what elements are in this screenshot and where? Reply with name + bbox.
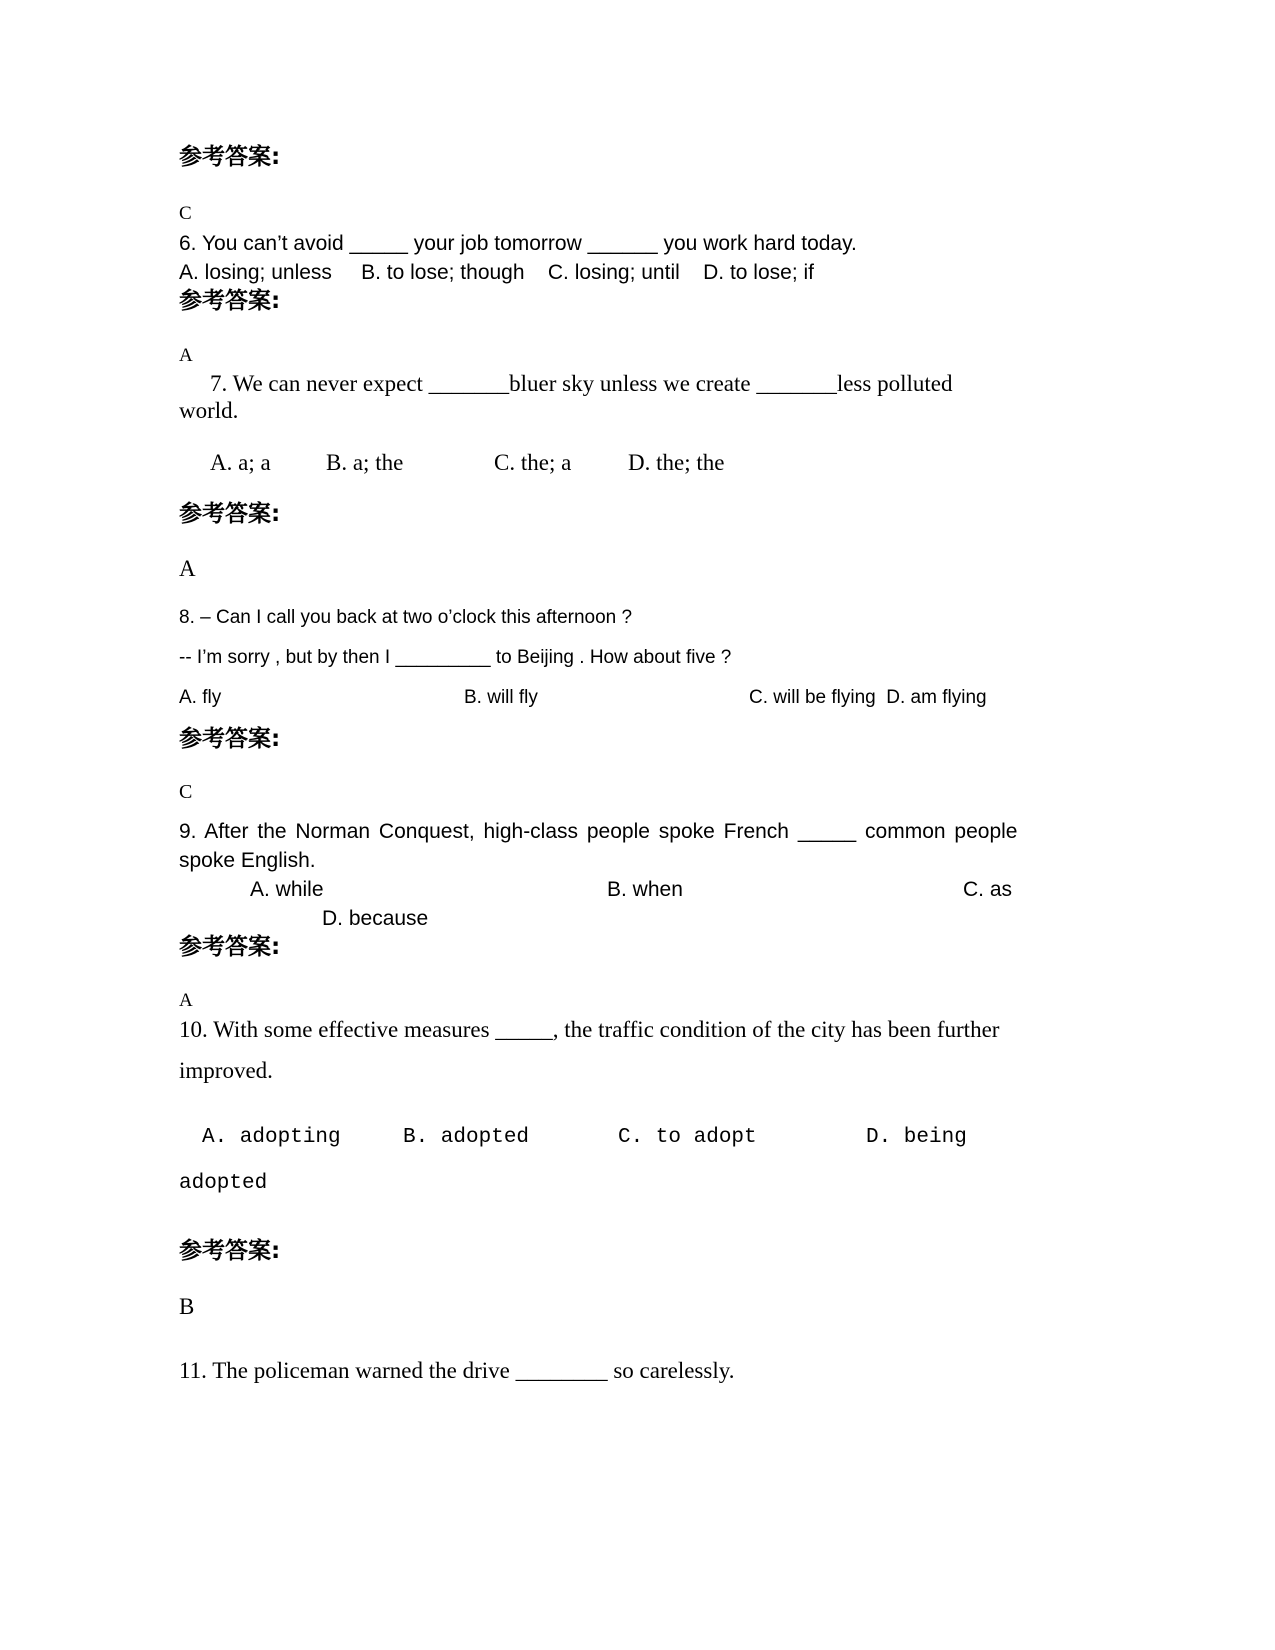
question-8-line-1: 8. – Can I call you back at two o’clock this afternoon ? <box>179 607 633 628</box>
answer-value: A <box>179 345 193 366</box>
answer-label: 参考答案: <box>179 726 281 752</box>
question-10-option: D. being <box>866 1126 967 1149</box>
question-10-option-cont: adopted <box>179 1172 268 1195</box>
question-8-line-2: -- I’m sorry , but by then I _________ to Beijing . How about five ? <box>179 647 732 668</box>
question-8-option: B. will fly <box>464 687 538 708</box>
answer-label: 参考答案: <box>179 501 281 527</box>
question-10-option: B. adopted <box>403 1126 530 1149</box>
question-6-stem: 6. You can’t avoid _____ your job tomorrow ______ you work hard today. <box>179 232 857 255</box>
question-10-stem-cont: improved. <box>179 1058 273 1083</box>
answer-value: A <box>179 556 196 581</box>
question-7-stem-cont: world. <box>179 398 239 423</box>
answer-value: A <box>179 990 193 1011</box>
answer-label: 参考答案: <box>179 934 281 960</box>
question-7-option: B. a; the <box>326 450 404 475</box>
question-9-option: C. as <box>963 878 1013 901</box>
question-9-option: D. because <box>322 907 429 930</box>
question-9-stem: 9. After the Norman Conquest, high-class people spoke French _____ common people <box>179 820 1018 843</box>
question-9-stem-cont: spoke English. <box>179 849 316 872</box>
question-8-option: C. will be flying D. am flying <box>749 687 987 708</box>
question-11-stem: 11. The policeman warned the drive ________ so carelessly. <box>179 1358 735 1383</box>
question-7-option: D. the; the <box>628 450 725 475</box>
answer-label: 参考答案: <box>179 288 281 314</box>
question-9-option: B. when <box>607 878 683 901</box>
question-10-option: C. to adopt <box>618 1126 757 1149</box>
answer-label: 参考答案: <box>179 1238 281 1264</box>
question-7-option: A. a; a <box>210 450 271 475</box>
answer-value: C <box>179 203 192 224</box>
answer-value: C <box>179 781 193 803</box>
question-9-option: A. while <box>250 878 324 901</box>
question-8-option: A. fly <box>179 687 222 708</box>
question-10-option: A. adopting <box>202 1126 341 1149</box>
question-6-options: A. losing; unless B. to lose; though C. losing; until D. to lose; if <box>179 261 814 284</box>
question-7-stem: 7. We can never expect _______bluer sky unless we create _______less polluted <box>210 371 953 396</box>
answer-label: 参考答案: <box>179 144 281 170</box>
answer-value: B <box>179 1294 195 1319</box>
question-7-option: C. the; a <box>494 450 572 475</box>
question-10-stem: 10. With some effective measures _____, the traffic condition of the city has been further <box>179 1017 1000 1042</box>
